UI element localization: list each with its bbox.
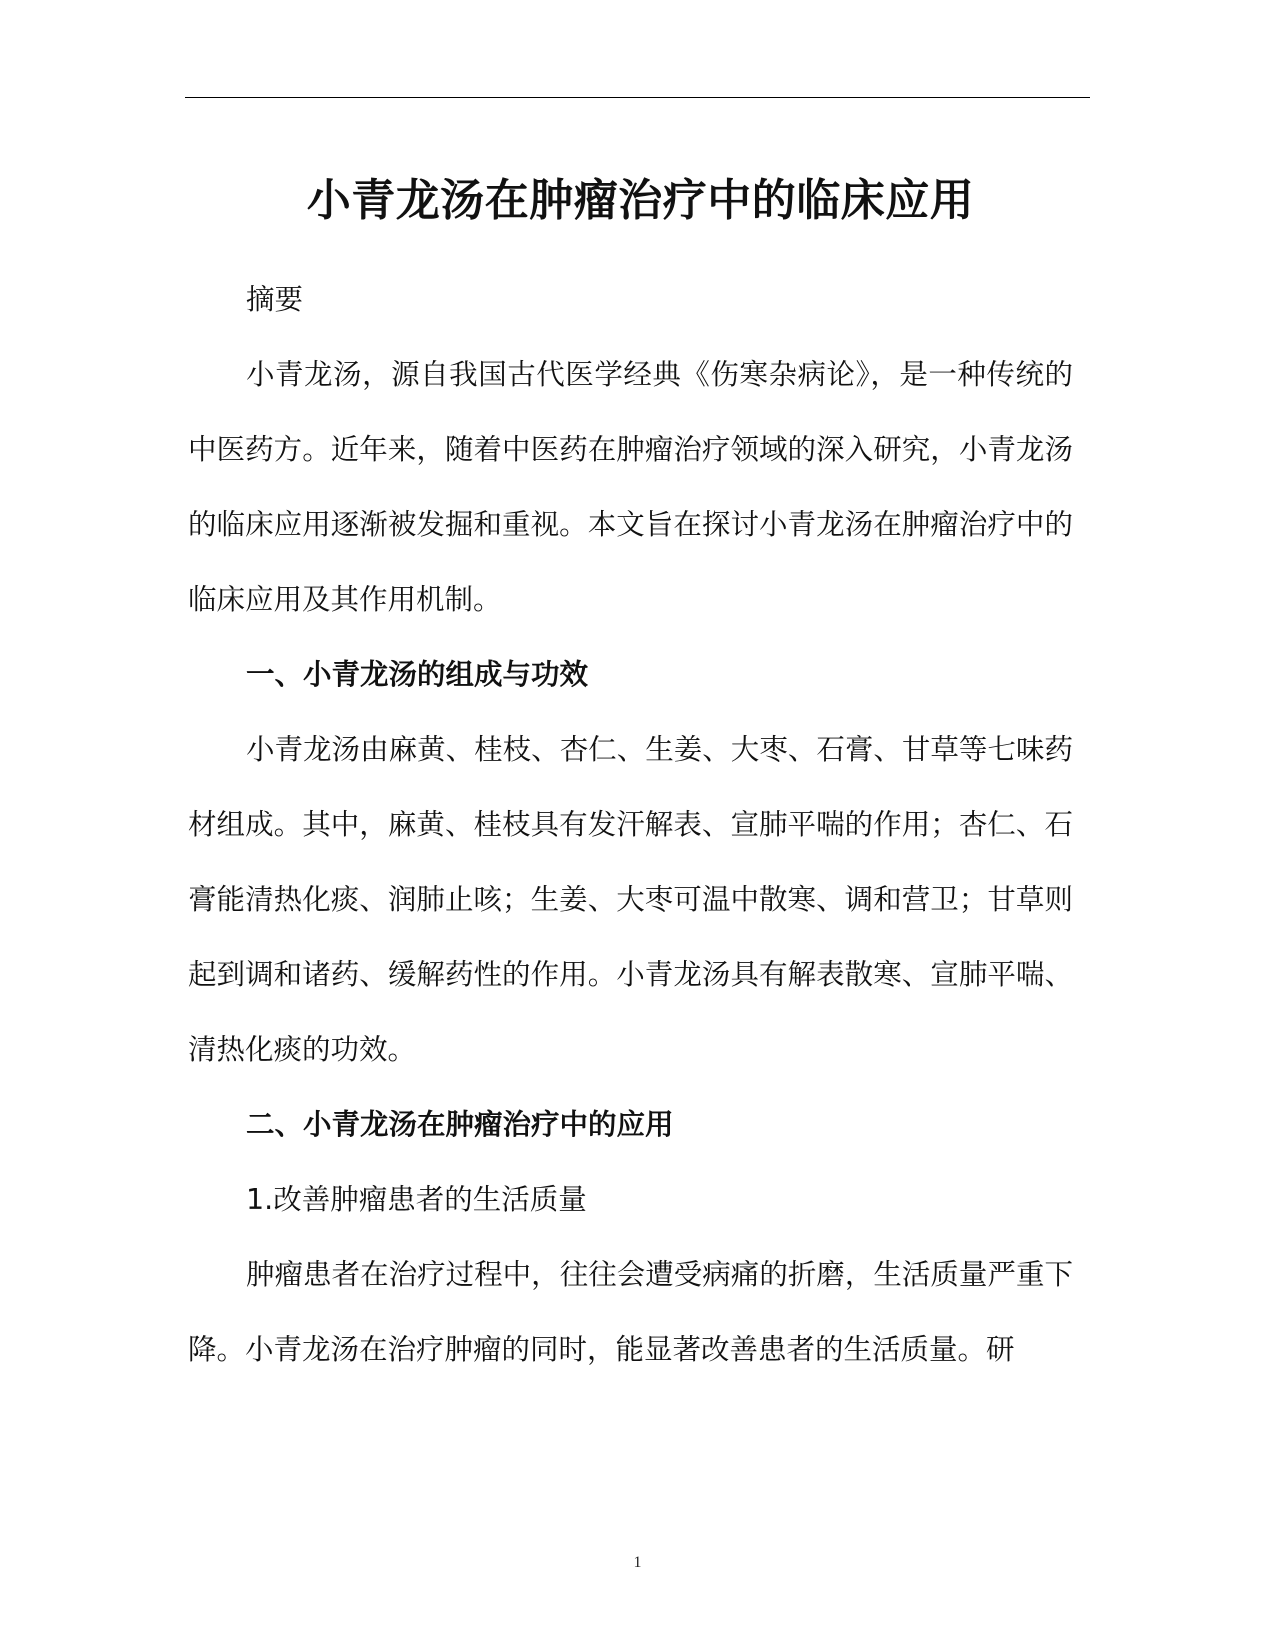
document-body	[188, 165, 1073, 1387]
header-rule	[185, 97, 1090, 98]
page-number: 1	[633, 1554, 642, 1571]
quality-of-life-paragraph: 肿瘤患者在治疗过程中，往往会遭受病痛的折磨，生活质量严重下降。小青龙汤在治疗肿瘤的同时，能显著改善患者的生活质量。研	[188, 1258, 1073, 1366]
composition-paragraph: 小青龙汤由麻黄、桂枝、杏仁、生姜、大枣、石膏、甘草等七味药材组成。其中，麻黄、桂枝具有发汗解表、宣肺平喘的作用；杏仁、石膏能清热化痰、润肺止咳；生姜、大枣可温中散寒、调和营卫；甘草则起到调和诸药、缓解药性的作用。小青龙汤具有解表散寒、宣肺平喘、清热化痰的功效。	[188, 733, 1073, 1066]
section-heading-application: 二、小青龙汤在肿瘤治疗中的应用	[246, 1108, 674, 1141]
abstract-paragraph: 小青龙汤，源自我国古代医学经典《伤寒杂病论》，是一种传统的中医药方。近年来，随着中医药在肿瘤治疗领域的深入研究，小青龙汤的临床应用逐渐被发掘和重视。本文旨在探讨小青龙汤在肿瘤治疗中的临床应用及其作用机制。	[188, 358, 1073, 616]
document-title: 小青龙汤在肿瘤治疗中的临床应用	[306, 175, 975, 226]
subsection-heading-quality-of-life: 1.改善肿瘤患者的生活质量	[246, 1183, 587, 1216]
section-heading-composition: 一、小青龙汤的组成与功效	[246, 658, 589, 691]
abstract-label: 摘要	[246, 283, 304, 316]
